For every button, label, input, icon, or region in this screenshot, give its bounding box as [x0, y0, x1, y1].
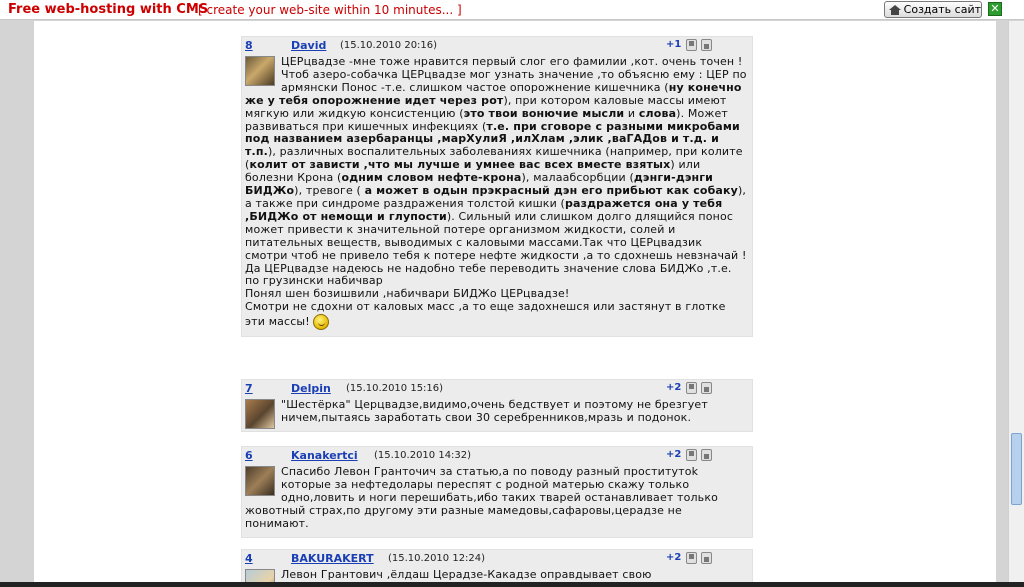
banner-tagline-link[interactable]: [ create your web-site within 10 minutes... ] — [198, 3, 462, 17]
comment-bold-text: это твои вонючие мысли — [463, 106, 625, 120]
comment-header — [242, 447, 752, 464]
comment-text-segment: ), при котором каловые массы имеют мягкую или жидкую консистенцию ( — [245, 93, 727, 120]
comment-date: (15.10.2010 12:24) — [388, 553, 486, 564]
close-icon: ✕ — [990, 2, 1000, 15]
user-avatar — [245, 56, 275, 86]
close-banner-button[interactable] — [988, 2, 1002, 16]
comment-date: (15.10.2010 20:16) — [340, 40, 438, 51]
comment-bold-text: одним словом нефте-крона — [341, 171, 522, 185]
comment-rating: +2 — [666, 382, 682, 393]
smiley-icon — [313, 314, 329, 330]
comment-header — [242, 550, 752, 567]
comment-text — [245, 399, 748, 425]
comment-number-link[interactable]: 6 — [245, 449, 253, 462]
user-avatar — [245, 399, 275, 429]
comment — [241, 36, 753, 337]
comment-date: (15.10.2010 15:16) — [346, 383, 444, 394]
comment-text-segment: Спасибо Левон Гранточич за статью,а по поводу разный проститутоk которые за нефтедолары переспят с родной матерью скажу только одно,ловить и ноги перешибать,ибо таких тварей останавливает только жовотный страх,по другому эти разные мамедовы,сафаровы,церадзе не понимают. — [245, 465, 718, 530]
comment-text-segment: Смотри не сдохни от каловых масс ,а то еще задохнешся или застянут в глотке эти массы! — [245, 300, 726, 329]
vertical-scrollbar[interactable] — [1008, 21, 1024, 587]
comment-bold-text: ну конечно же у тебя опорожнение идет через рот — [245, 80, 742, 107]
comment-number-link[interactable]: 4 — [245, 552, 253, 565]
comment-text — [245, 569, 748, 582]
comment — [241, 446, 753, 538]
comment-text-segment: ), малаабсорбции ( — [521, 171, 634, 185]
comment-body — [242, 397, 752, 431]
comment-text-segment: и — [624, 106, 639, 120]
comment-text-segment: ), а также при синдроме раздражения толстой кишки ( — [245, 184, 747, 210]
create-site-label: Создать сайт — [903, 3, 981, 16]
comment — [241, 379, 753, 432]
scrollbar-thumb[interactable] — [1011, 433, 1022, 505]
bottom-edge — [0, 582, 1024, 587]
thumb-up-icon[interactable] — [686, 449, 697, 461]
create-site-button[interactable] — [884, 1, 982, 18]
comment-date: (15.10.2010 14:32) — [374, 450, 472, 461]
comment-bold-text: слова — [638, 106, 677, 120]
comment-bold-text: колит от зависти ,что мы лучше и умнее вас всех вместе взятых — [249, 158, 671, 172]
comment-bold-text: дэнги-дэнги БИДЖо — [245, 171, 714, 198]
user-avatar — [245, 466, 275, 496]
comment-text-segment: Да ЦЕРцвадзе надеюсь не надобно тебе переводить значение слова БИДЖо ,т.е. по грузински набичвар — [245, 261, 732, 288]
comment-number-link[interactable]: 7 — [245, 382, 253, 395]
comment-header — [242, 37, 752, 54]
comment-text-segment: "Шестёрка" Церцвадзе,видимо,очень бедствует и поэтому не брезгует ничем,пытаясь заработать свои 30 серебренников,мразь и подонок. — [281, 398, 708, 424]
comment-author-link[interactable]: Delpin — [291, 382, 331, 395]
comment-author-link[interactable]: BAKURAKERT — [291, 552, 374, 565]
comment-text-segment: Понял шен бозишвили ,набичвари БИДЖо ЦЕРцвадзе! — [245, 287, 570, 301]
comment-author-link[interactable]: David — [291, 39, 327, 52]
thumb-down-icon[interactable] — [701, 39, 712, 51]
comment-text-segment: Левон Грантович ,ёлдаш Церадзе-Какадзе оправдывает свою — [281, 568, 652, 581]
comment-text-segment: ). Может развиваться при кишечных инфекциях ( — [245, 106, 728, 133]
thumb-up-icon[interactable] — [686, 382, 697, 394]
comment-text-segment: ) или болезни Крона ( — [245, 158, 701, 185]
comment-text-segment: ЦЕРцвадзе -мне тоже нравится первый слог его фамилии ,кот. очень точен ! — [281, 55, 743, 68]
home-icon — [889, 5, 901, 15]
comment-header — [242, 380, 752, 397]
comment-text — [245, 466, 748, 531]
comment-bold-text: раздражется она у тебя ,БИДЖо от немощи и глупости — [245, 196, 723, 223]
comment-number-link[interactable]: 8 — [245, 39, 253, 52]
comment-author-link[interactable]: Kanakertci — [291, 449, 358, 462]
comment-text-segment: ). Сильный или слишком долго длящийся понос может привести к значительной потере организмом жидкости, солей и питательных веществ, выводимых с каловыми массами.Так что ЦЕРцвадзик смотри чтоб не привело тебя к потере нефте жидкости ,а то сдохнешь невзначай ! — [245, 209, 747, 262]
comment-body — [242, 54, 752, 336]
comment-text-segment: ), различных воспалительных заболеваниях кишечника (например, при колите ( — [245, 145, 743, 172]
comment-body — [242, 464, 752, 537]
comment-text-segment: Чтоб азеро-собачка ЦЕРцвадзе мог узнать значение ,то объясню ему : ЦЕР по армянски Понос -т.е. слишком частое опорожнение кишечника ( — [281, 67, 747, 94]
comment-rating: +1 — [666, 39, 682, 50]
hosting-banner — [0, 0, 1024, 20]
comment-text-segment: ), тревоге ( — [294, 184, 365, 198]
thumb-up-icon[interactable] — [686, 552, 697, 564]
thumb-down-icon[interactable] — [701, 449, 712, 461]
comment-rating: +2 — [666, 552, 682, 563]
thumb-down-icon[interactable] — [701, 552, 712, 564]
comment-bold-text: а может в одын прэкрасный дэн его прибьют как собаку — [364, 184, 738, 198]
comment-bold-text: т.е. при сговоре с разными микробами под названием азербаранцы ,марХулиЯ ,илХлам ,элик ,ваГАДов и т.д. и т.п. — [245, 119, 740, 159]
banner-brand-link[interactable]: Free web-hosting with CMS — [8, 2, 209, 17]
comment-text — [245, 56, 748, 330]
comment-rating: +2 — [666, 449, 682, 460]
thumb-up-icon[interactable] — [686, 39, 697, 51]
thumb-down-icon[interactable] — [701, 382, 712, 394]
